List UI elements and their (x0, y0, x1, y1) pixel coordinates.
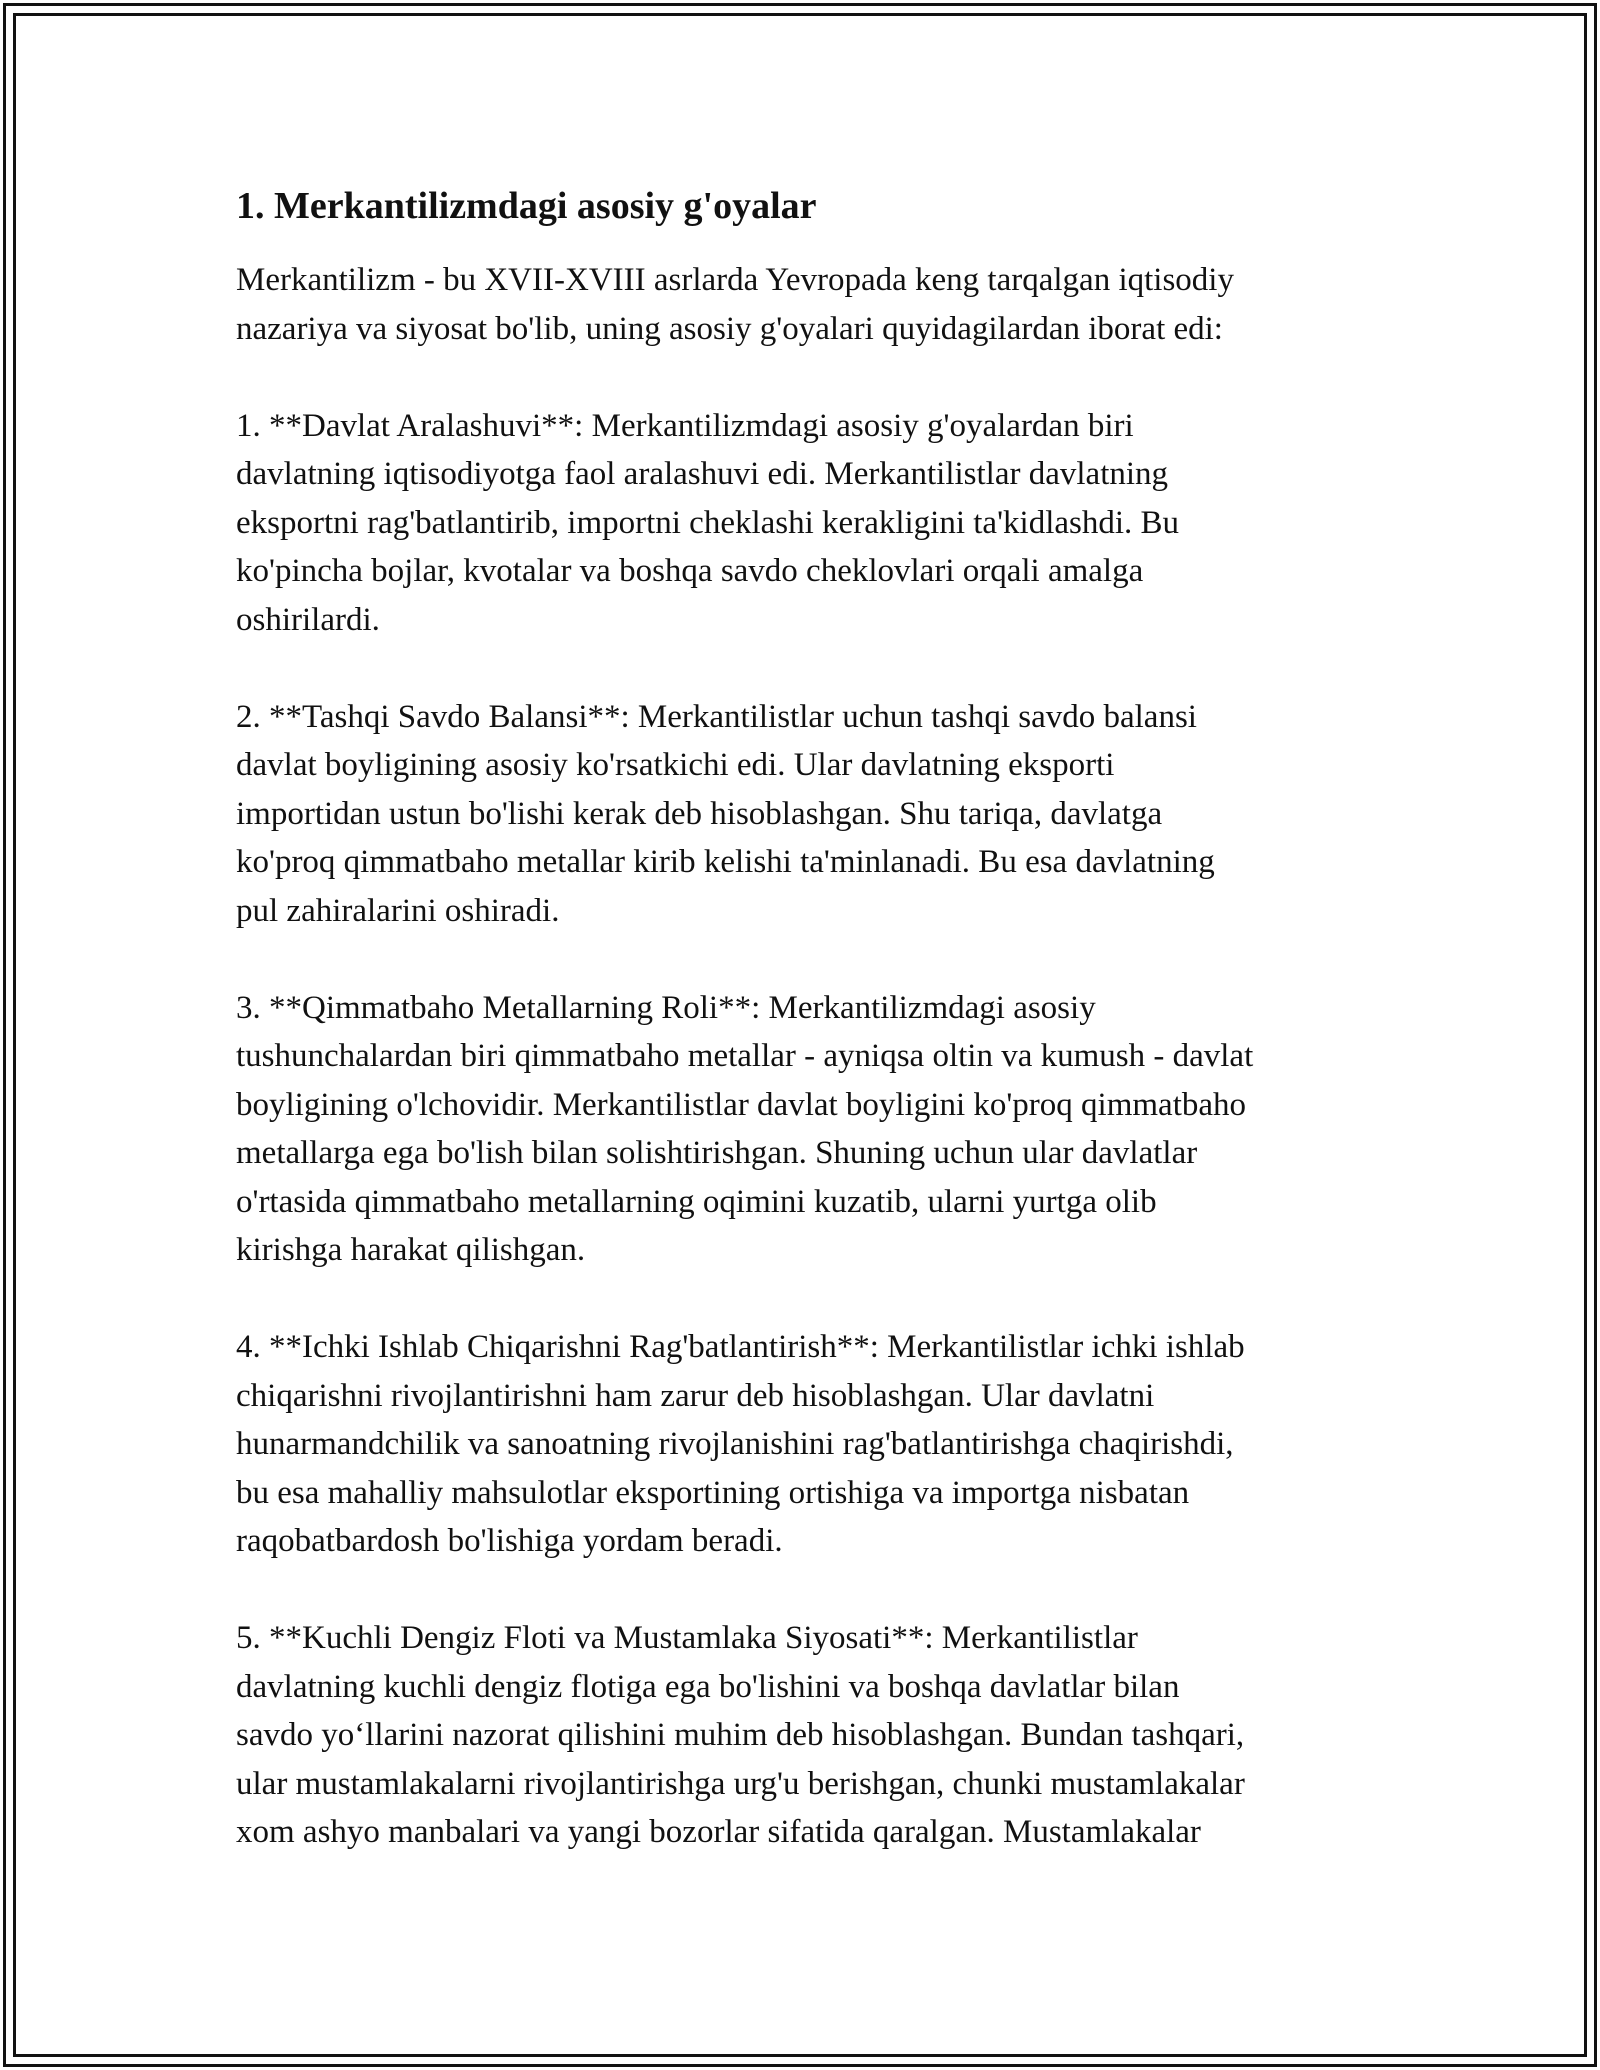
text-line: davlat boyligining asosiy ko'rsatkichi edi. Ular davlatning eksporti (236, 747, 1115, 783)
text-line: 2. **Tashqi Savdo Balansi**: Merkantilistlar uchun tashqi savdo balansi (236, 698, 1197, 735)
text-line: tushunchalardan biri qimmatbaho metallar - ayniqsa oltin va kumush - davlat (236, 1038, 1254, 1074)
section-heading: 1. Merkantilizmdagi asosiy g'oyalar (236, 185, 817, 227)
text-line: nazariya va siyosat bo'lib, uning asosiy g'oyalari quyidagilardan iborat edi: (236, 310, 1223, 347)
text-line: davlatning kuchli dengiz flotiga ega bo'lishini va boshqa davlatlar bilan (236, 1668, 1180, 1705)
text-line: ko'pincha bojlar, kvotalar va boshqa savdo cheklovlari orqali amalga (236, 553, 1144, 589)
list-item-state-intervention (236, 402, 1386, 645)
text-line: ular mustamlakalarni rivojlantirishga urg'u berishgan, chunki mustamlakalar (236, 1765, 1245, 1802)
text-line: Merkantilizm - bu XVII-XVIII asrlarda Yevropada keng tarqalgan iqtisodiy (236, 262, 1234, 298)
text-line: ko'proq qimmatbaho metallar kirib kelishi ta'minlanadi. Bu esa davlatning (236, 844, 1215, 880)
text-line: davlatning iqtisodiyotga faol aralashuvi edi. Merkantilistlar davlatning (236, 456, 1169, 492)
text-line: bu esa mahalliy mahsulotlar eksportining ortishiga va importga nisbatan (236, 1474, 1190, 1511)
text-line: pul zahiralarini oshiradi. (236, 892, 560, 929)
text-line: boyligining o'lchovidir. Merkantilistlar davlat boyligini ko'proq qimmatbaho (236, 1086, 1247, 1123)
list-item-trade-balance (236, 693, 1386, 936)
text-line: 1. **Davlat Aralashuvi**: Merkantilizmdagi asosiy g'oyalardan biri (236, 407, 1134, 444)
text-line: oshirilardi. (236, 601, 380, 638)
list-item-precious-metals (236, 984, 1386, 1275)
list-item-domestic-production (236, 1323, 1386, 1566)
text-line: 4. **Ichki Ishlab Chiqarishni Rag'batlantirish**: Merkantilistlar ichki ishlab (236, 1329, 1245, 1365)
intro-paragraph (236, 256, 1386, 353)
text-line: 5. **Kuchli Dengiz Floti va Mustamlaka Siyosati**: Merkantilistlar (236, 1620, 1138, 1656)
text-line: kirishga harakat qilishgan. (236, 1232, 586, 1268)
text-line: xom ashyo manbalari va yangi bozorlar sifatida qaralgan. Mustamlakalar (236, 1814, 1201, 1850)
text-line: savdo yo‘llarini nazorat qilishini muhim deb hisoblashgan. Bundan tashqari, (236, 1717, 1245, 1753)
text-line: importidan ustun bo'lishi kerak deb hisoblashgan. Shu tariqa, davlatga (236, 795, 1163, 832)
text-line: hunarmandchilik va sanoatning rivojlanishini rag'batlantirishga chaqirishdi, (236, 1426, 1234, 1462)
text-line: metallarga ega bo'lish bilan solishtirishgan. Shuning uchun ular davlatlar (236, 1135, 1198, 1171)
text-line: eksportni rag'batlantirib, importni cheklashi kerakligini ta'kidlashdi. Bu (236, 504, 1180, 541)
list-item-navy-colonial-policy (236, 1614, 1386, 1857)
text-line: o'rtasida qimmatbaho metallarning oqimini kuzatib, ularni yurtga olib (236, 1183, 1157, 1220)
document-body (236, 182, 1386, 1905)
text-line: chiqarishni rivojlantirishni ham zarur deb hisoblashgan. Ular davlatni (236, 1377, 1155, 1414)
text-line: 3. **Qimmatbaho Metallarning Roli**: Merkantilizmdagi asosiy (236, 989, 1096, 1026)
text-line: raqobatbardosh bo'lishiga yordam beradi. (236, 1523, 783, 1559)
